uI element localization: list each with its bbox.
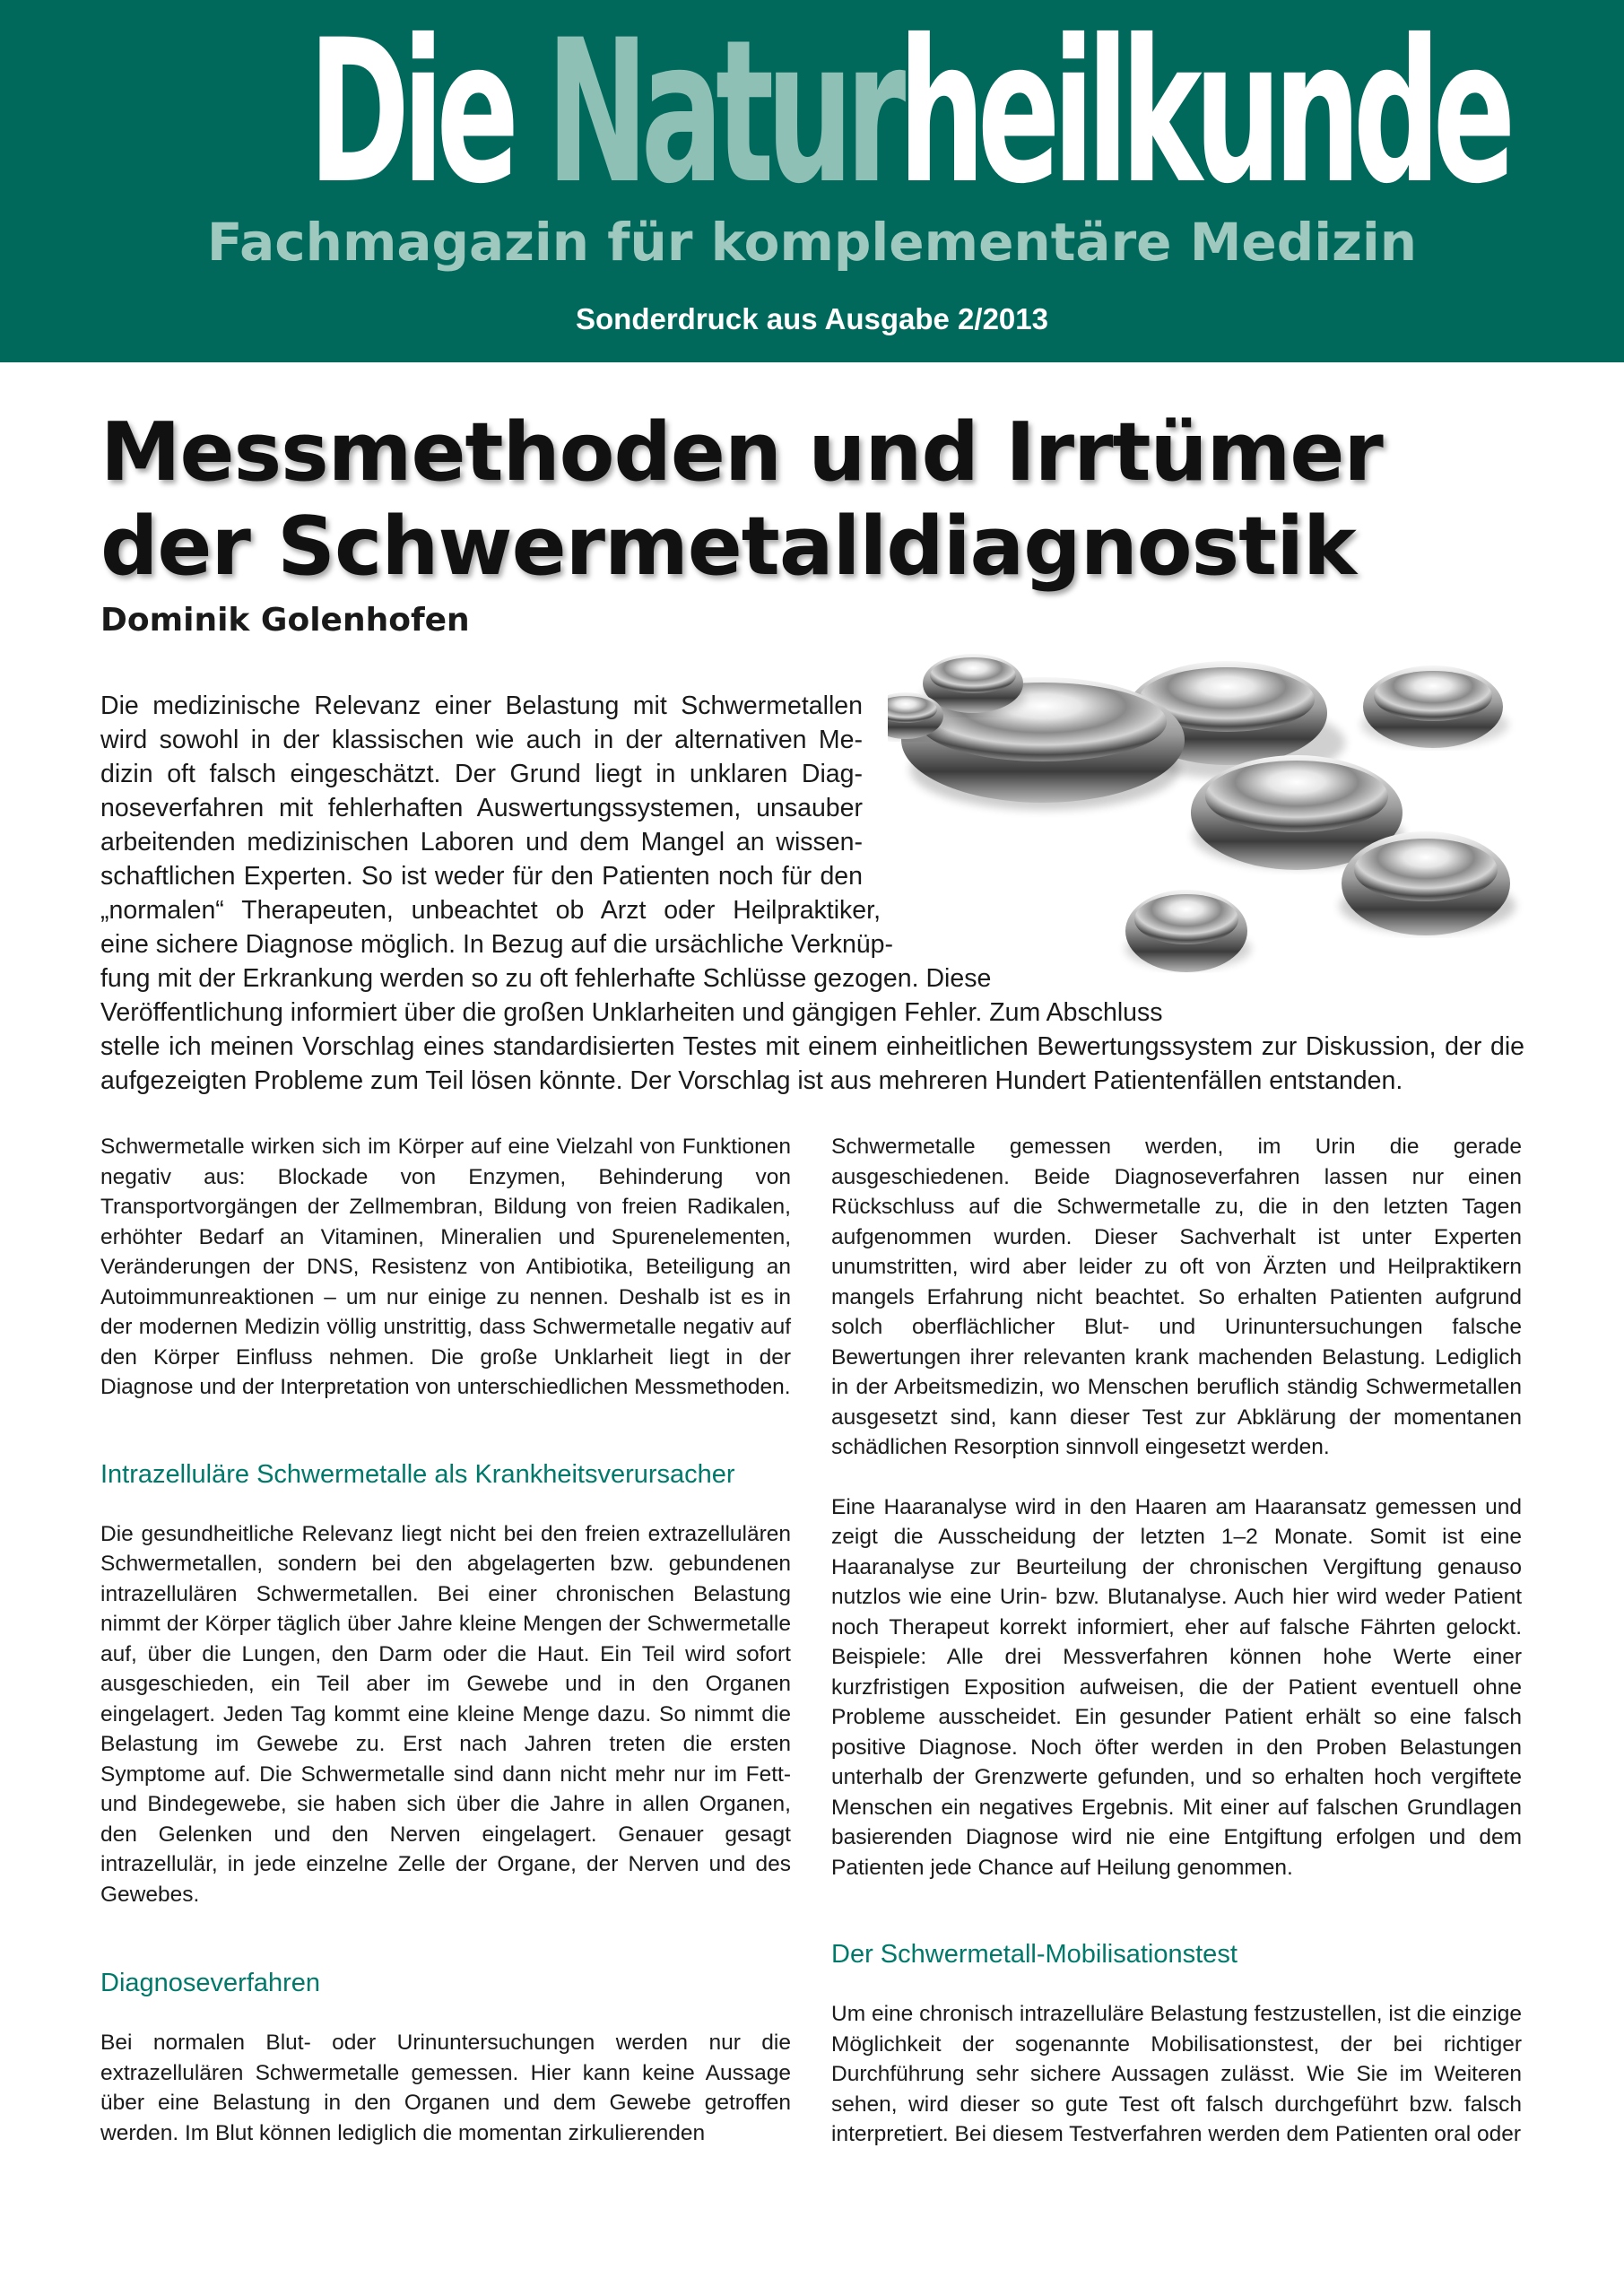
article-title-line-1: Messmethoden und Irrtümer <box>100 405 1383 500</box>
lead-line: Veröffentlichung informiert über die großen Unklarheiten und gängigen Fehler. Zum Abschluss <box>100 998 1163 1027</box>
body-paragraph: Eine Haaranalyse wird in den Haaren am Haaransatz gemessen und zeigt die Ausscheidung der letzten 1–2 Monate. Somit ist eine Haaranalyse zur Beurteilung der chronischen Vergiftung genauso nutzlos wie eine Urin- bzw. Blutanalyse. Auch hier wird weder Patient noch Therapeut korrekt informiert, eher auf falsche Fährten gelockt. Beispiele: Alle drei Messverfahren können hohe Werte einer kurzfristigen Exposition aufweisen, die der Patient eventuell ohne Probleme ausscheidet. Ein gesunder Patient erhält so eine falsch positive Diagnose. Noch öfter werden in den Proben Belastungen unterhalb der Grenzwerte gefunden, und so erhalten hoch vergiftete Menschen ein negatives Ergebnis. Mit einer auf falschen Grundlagen basierenden Diagnose wird nie eine Entgiftung erfolgen und dem Patienten jede Chance auf Heilung genommen. <box>831 1494 1522 1880</box>
droplet <box>1340 831 1515 935</box>
lead-line: wird sowohl in der klassischen wie auch in der alternativen Me- <box>100 726 863 754</box>
article-title <box>100 405 1535 594</box>
section-heading: Der Schwermetall-Mobilisationstest <box>831 1940 1238 1969</box>
section-heading: Intrazelluläre Schwermetalle als Krankheitsverursacher <box>100 1459 735 1489</box>
left-column <box>100 1132 791 2148</box>
section-heading: Diagnoseverfahren <box>100 1969 321 1997</box>
edition-note: Sonderdruck aus Ausgabe 2/2013 <box>576 302 1048 335</box>
intro-paragraph: Schwermetalle wirken sich im Körper auf eine Vielzahl von Funktionen negativ aus: Blockade von Enzymen, Behinderung von Transportvorgängen der Zellmembran, Bildung von freien Radikalen, erhöhter Bedarf an Vitaminen, Mineralien und Spurenelementen, Veränderungen der DNS, Resistenz von Antibiotika, Beteiligung an Autoimmunreaktionen – um nur einige zu nennen. Deshalb ist es in der modernen Medizin völlig unstrittig, dass Schwermetalle negativ auf den Körper Einfluss nehmen. Die große Unklarheit liegt in der Diagnose und der Interpretation von unterschiedlichen Messmethoden. <box>100 1135 791 1399</box>
lead-line: „normalen“ Therapeuten, unbeachtet ob Arzt oder Heilpraktiker, <box>100 896 881 925</box>
title-part-natur: Natur <box>546 0 899 227</box>
magazine-title <box>308 0 1508 227</box>
title-part-heilkunde: heilkunde <box>898 0 1508 227</box>
lead-line: schaftlichen Experten. So ist weder für den Patienten noch für den <box>100 862 863 891</box>
lead-line: arbeitenden medizinischen Laboren und dem Mangel an wissen- <box>100 828 863 857</box>
body-paragraph: Die gesundheitliche Relevanz liegt nicht bei den freien extrazellulären Schwermetallen, sondern bei den abgelagerten bzw. gebundenen intrazellulären Schwermetallen. Bei einer chronischen Belastung nimmt der Körper täglich über Jahre kleine Mengen der Schwermetalle auf, über die Lungen, den Darm oder die Haut. Ein Teil wird sofort ausgeschieden, ein Teil aber im Gewebe und in den Organen eingelagert. Jeden Tag kommt eine kleine Menge dazu. So nimmt die Belastung im Gewebe zu. Erst nach Jahren treten die ersten Symptome auf. Die Schwermetalle sind dann nicht mehr nur im Fett- und Bindegewebe, sie haben sich über die Jahre in allen Organen, den Gelenken und den Nerven eingelagert. Genauer gesagt intrazellulär, in jede einzelne Zelle der Organe, der Nerven und des Gewebes. <box>100 1521 791 1907</box>
lead-line: fung mit der Erkrankung werden so zu oft fehlerhafte Schlüsse gezogen. Diese <box>100 964 992 993</box>
lead-line: stelle ich meinen Vorschlag eines standardisierten Testes mit einem einheitlichen Bewertungssystem zur Diskussion, der die <box>100 1032 1524 1061</box>
lead-line: noseverfahren mit fehlerhaften Auswertungssystemen, unsauber <box>100 794 863 822</box>
lead-line: aufgezeigten Probleme zum Teil lösen könnte. Der Vorschlag ist aus mehreren Hundert Patientenfällen entstanden. <box>100 1066 1403 1095</box>
lead-line: eine sichere Diagnose möglich. In Bezug auf die ursächliche Verknüp- <box>100 930 894 959</box>
title-part-die: Die <box>308 0 547 227</box>
mercury-droplets-image <box>888 646 1587 1004</box>
body-paragraph: Bei normalen Blut- oder Urinuntersuchungen werden nur die extrazellulären Schwermetalle gemessen. Hier kann keine Aussage über eine Belastung in den Organen und dem Gewebe getroffen werden. Im Blut können lediglich die momentan zirkulierenden <box>100 2031 791 2145</box>
droplet <box>1125 890 1251 972</box>
article-author: Dominik Golenhofen <box>100 602 470 639</box>
body-paragraph: Schwermetalle gemessen werden, im Urin die gerade ausgeschiedenen. Beide Diagnoseverfahren lassen nur einen Rückschluss auf die Schwermetalle zu, die in den letzten Tagen aufgenommen wurden. Dieser Sachverhalt ist unter Experten unumstritten, wird aber leider zu oft von Ärzten und Heilpraktikern mangels Erfahrung nicht beachtet. So erhalten Patienten aufgrund solch oberflächlicher Blut- und Urinuntersuchungen falsche Bewertungen ihrer relevanten krank machenden Belastung. Lediglich in der Arbeitsmedizin, wo Menschen beruflich ständig Schwermetallen ausgesetzt sind, kann dieser Test zur Abklärung der momentanen schädlichen Resorption sinnvoll eingesetzt werden. <box>831 1135 1522 1459</box>
droplet <box>1361 665 1508 748</box>
masthead <box>0 0 1624 362</box>
article-title-line-2: der Schwermetalldiagnostik <box>100 500 1356 594</box>
magazine-subtitle: Fachmagazin für komplementäre Medizin <box>206 212 1418 273</box>
lead-line: dizin oft falsch eingeschätzt. Der Grund liegt in unklaren Diag- <box>100 760 863 788</box>
right-column <box>831 1132 1522 2150</box>
body-paragraph: Um eine chronisch intrazelluläre Belastung festzustellen, ist die einzige Möglichkeit der sogenannte Mobilisationstest, der bei richtiger Durchführung sehr sichere Aussagen zulässt. Wie Sie im Weiteren sehen, wird dieser so gute Test oft falsch durchgeführt bzw. falsch interpretiert. Bei diesem Testverfahren werden dem Patienten oral oder <box>831 2002 1522 2146</box>
lead-line: Die medizinische Relevanz einer Belastung mit Schwermetallen <box>100 691 863 720</box>
